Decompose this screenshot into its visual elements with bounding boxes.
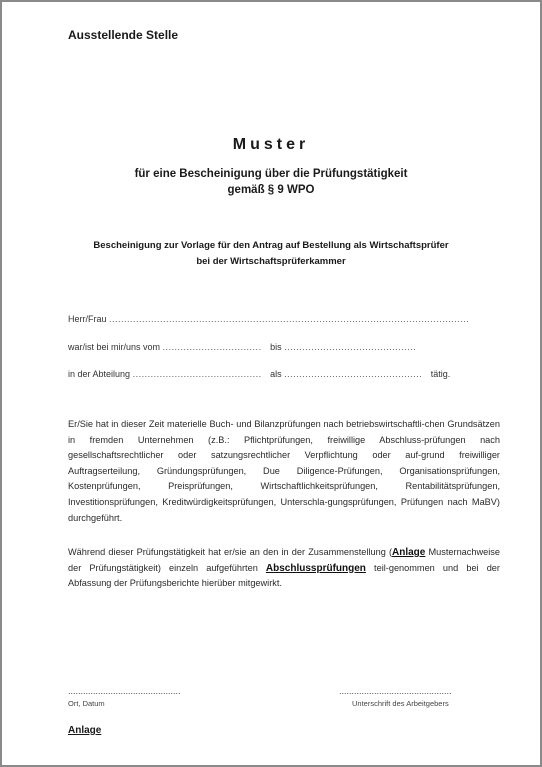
place-date-fill-line[interactable]: .............................................: [68, 686, 181, 696]
name-label: Herr/Frau: [68, 314, 107, 324]
place-date-label: Ort, Datum: [68, 699, 105, 708]
document-subtitle-line2: gemäß § 9 WPO: [227, 184, 315, 196]
start-date-fill-line[interactable]: .................................: [162, 342, 262, 352]
until-label: bis: [270, 342, 282, 352]
department-fill-line[interactable]: ...........................................: [132, 369, 262, 379]
employment-period-row: [68, 342, 416, 352]
body-paragraph-2: [68, 545, 500, 592]
employment-label: war/ist bei mir/uns vom: [68, 342, 161, 352]
paragraph2-text-2: Musternachweise der Prüfungstätigkeit) einzeln aufgeführten: [68, 547, 500, 573]
active-label: tätig.: [430, 369, 451, 379]
annex-reference-link[interactable]: Anlage: [392, 547, 426, 558]
purpose-line1: Bescheinigung zur Vorlage für den Antrag auf Bestellung als Wirtschaftsprüfer: [93, 240, 449, 251]
as-label: als: [270, 369, 282, 379]
department-row: [68, 369, 450, 379]
audits-reference-link[interactable]: Abschlussprüfungen: [265, 562, 366, 574]
position-fill-line[interactable]: ..............................................: [284, 369, 423, 379]
department-label: in der Abteilung: [68, 369, 131, 379]
issuer-label: Ausstellende Stelle: [68, 28, 179, 42]
signature-label: Unterschrift des Arbeitgebers: [352, 699, 449, 708]
name-field-row: [68, 314, 469, 324]
end-date-fill-line[interactable]: ............................................: [284, 342, 417, 352]
paragraph2-text-1: Während dieser Prüfungstätigkeit hat er/sie an den in der Zusammenstellung (: [68, 547, 393, 557]
body-paragraph-1: Er/Sie hat in dieser Zeit materielle Buch- und Bilanzprüfungen nach betriebswirtschaftli-chen Grundsätzen in fremden Unternehmen (z.B.: Pflichtprüfungen, freiwillige Abschluss-prüfungen nach gesellschaftsrechtlicher oder satzungsrechtlicher Verpflichtung oder auf-grund freiwilliger Auftragserteilung, Gründungsprüfungen, Due Diligence-Prüfungen, Organisationsprüfungen, Kostenprüfungen, Preisprüfungen, Wirtschaftlichkeitsprüfungen, Rentabilitätsprüfungen, Investitionsprüfungen, Kreditwürdigkeitsprüfungen, Unterschla-gungsprüfungen, Prüfungen nach MaBV) durchgeführt.: [68, 419, 500, 523]
paragraph2-text-3: teil-genommen und bei der Abfassung der Prüfungsberichte hierüber mitgewirkt.: [68, 562, 500, 589]
annex-heading: Anlage: [68, 725, 102, 736]
purpose-line2: bei der Wirtschaftsprüferkammer: [196, 256, 346, 267]
document-title: Muster: [232, 136, 310, 153]
signature-fill-line[interactable]: .............................................: [339, 686, 452, 696]
name-fill-line[interactable]: ........................................................................................................................: [109, 314, 470, 324]
document-subtitle-line1: für eine Bescheinigung über die Prüfungstätigkeit: [134, 168, 408, 180]
